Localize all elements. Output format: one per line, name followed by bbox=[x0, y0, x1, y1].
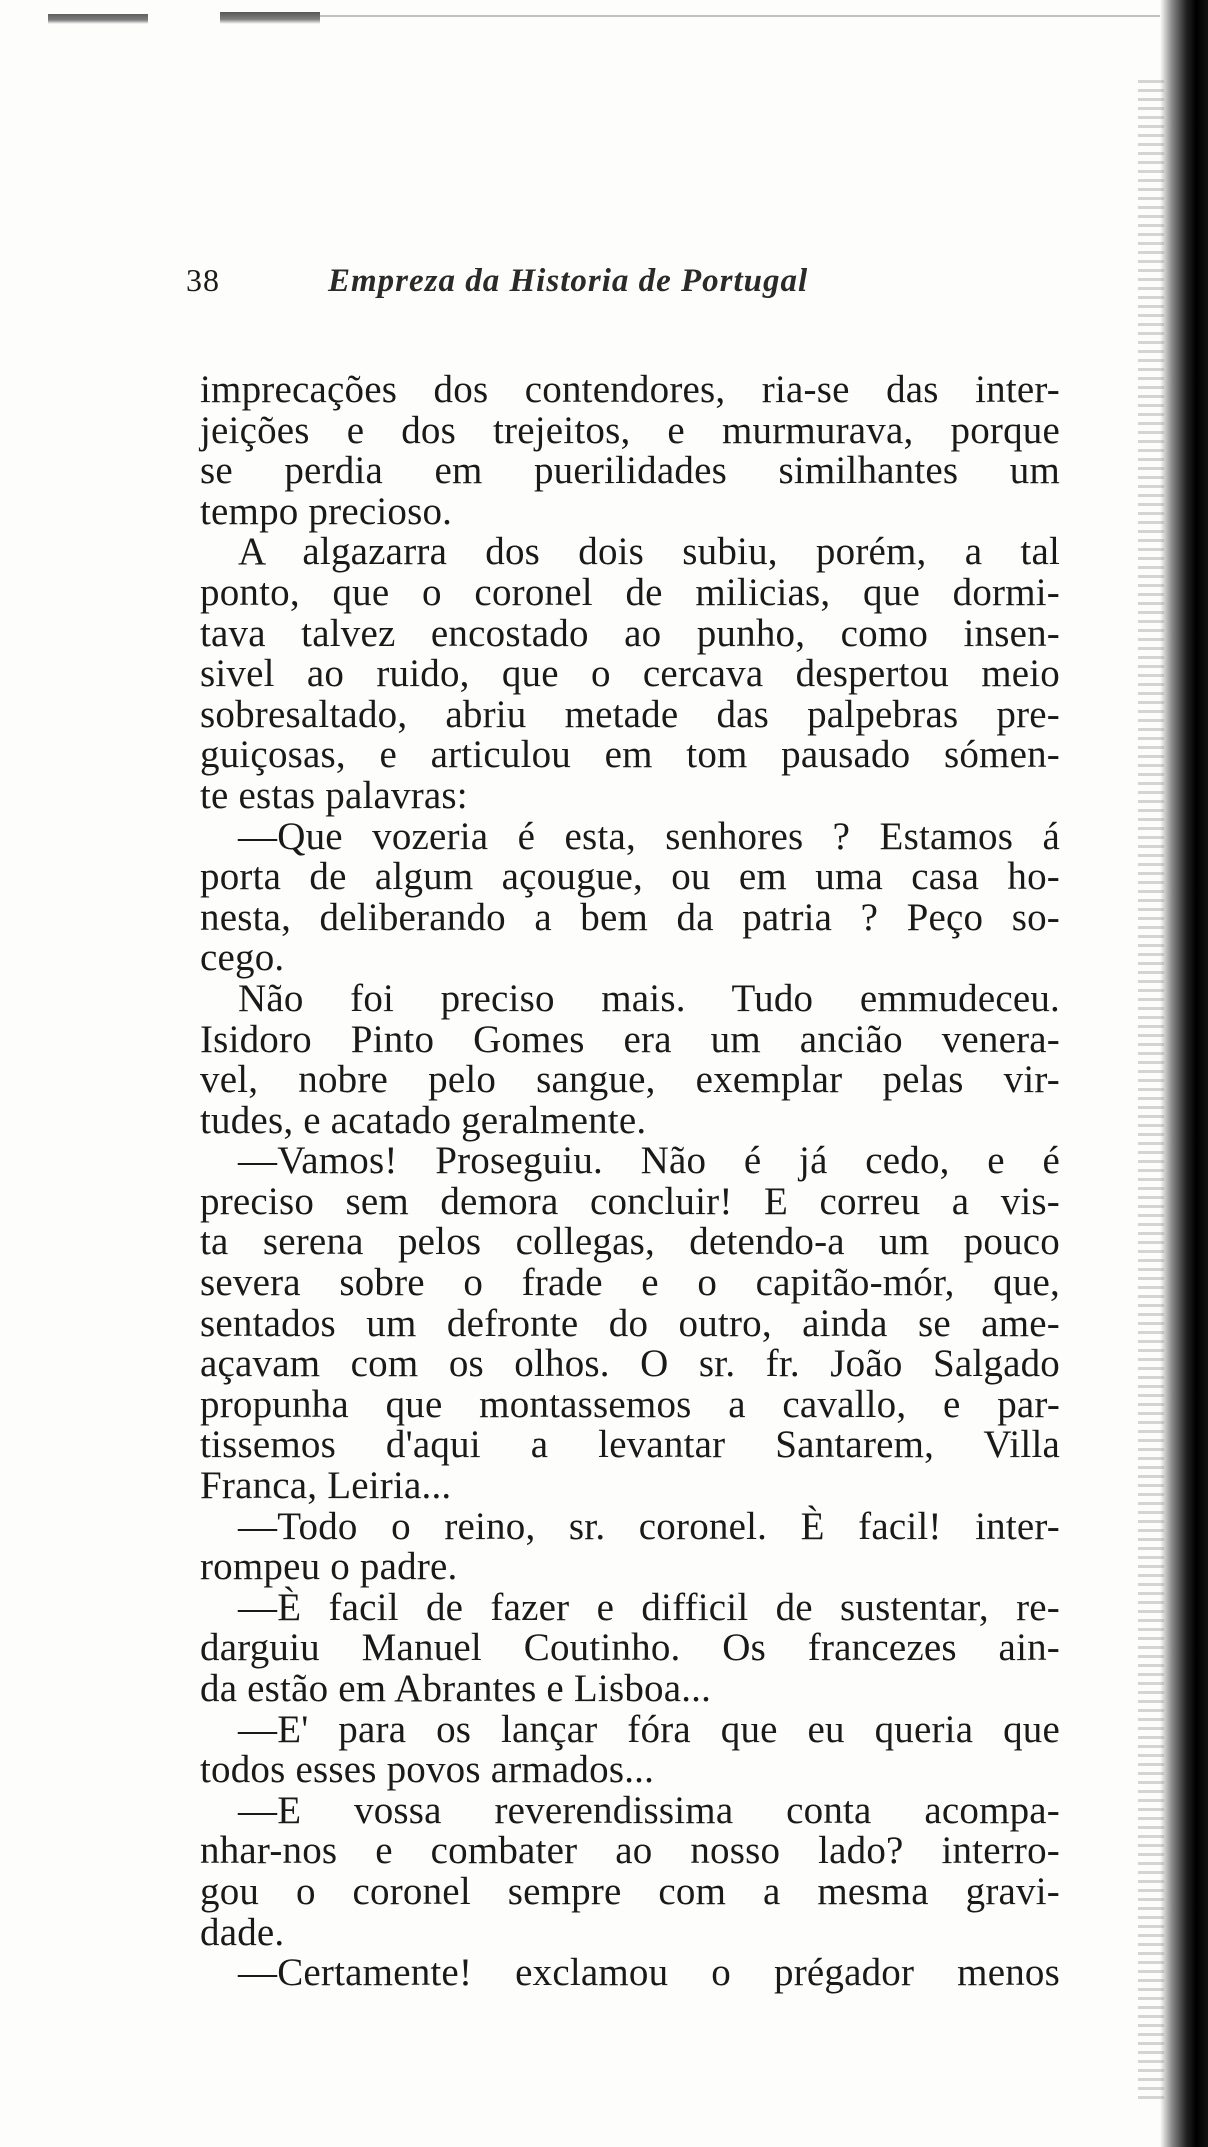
running-title: Empreza da Historia de Portugal bbox=[328, 263, 809, 299]
text-line: sentados um defronte do outro, ainda se ame- bbox=[200, 1301, 1060, 1345]
text-line: Não foi preciso mais. Tudo emmudeceu. bbox=[238, 976, 1060, 1020]
text-line: A algazarra dos dois subiu, porém, a tal bbox=[238, 530, 1060, 574]
text-line: da estão em Abrantes e Lisboa... bbox=[200, 1667, 712, 1710]
running-head bbox=[186, 262, 1106, 306]
scan-artifact bbox=[320, 15, 1160, 17]
text-line: vel, nobre pelo sangue, exemplar pelas vir- bbox=[200, 1058, 1060, 1102]
text-line: tava talvez encostado ao punho, como insen- bbox=[200, 611, 1060, 655]
text-line: preciso sem demora concluir! E correu a vis- bbox=[200, 1179, 1060, 1223]
text-line: imprecações dos contendores, ria-se das inter- bbox=[200, 368, 1060, 411]
text-line: gou o coronel sempre com a mesma gravi- bbox=[200, 1869, 1060, 1913]
text-line: Isidoro Pinto Gomes era um ancião venera- bbox=[200, 1017, 1060, 1061]
text-line: propunha que montassemos a cavallo, e par- bbox=[200, 1382, 1060, 1426]
text-line: rompeu o padre. bbox=[200, 1545, 458, 1589]
text-line: porta de algum açougue, ou em uma casa ho- bbox=[200, 855, 1060, 899]
text-line: todos esses povos armados... bbox=[200, 1748, 655, 1792]
page-binding-shadow bbox=[1160, 0, 1208, 2147]
text-line: açavam com os olhos. O sr. fr. João Salgado bbox=[200, 1342, 1060, 1386]
text-line: —È facil de fazer e difficil de sustentar, re- bbox=[238, 1585, 1060, 1629]
text-line: se perdia em puerilidades similhantes um bbox=[200, 449, 1060, 493]
text-line: sivel ao ruido, que o cercava despertou meio bbox=[200, 652, 1060, 696]
page-number: 38 bbox=[186, 262, 220, 298]
text-line: —E vossa reverendissima conta acompa- bbox=[238, 1788, 1060, 1832]
scan-artifact bbox=[220, 12, 320, 24]
text-line: —Todo o reino, sr. coronel. È facil! inter- bbox=[238, 1504, 1060, 1548]
text-line: cego. bbox=[200, 936, 285, 980]
text-line: dade. bbox=[200, 1910, 285, 1954]
text-line: —Certamente! exclamou o prégador menos bbox=[238, 1951, 1060, 1995]
scan-artifact bbox=[48, 14, 148, 24]
text-line: —Vamos! Proseguiu. Não é já cedo, e é bbox=[238, 1139, 1060, 1183]
text-line: tudes, e acatado geralmente. bbox=[200, 1098, 647, 1142]
text-line: te estas palavras: bbox=[200, 773, 468, 817]
text-line: darguiu Manuel Coutinho. Os francezes ain- bbox=[200, 1626, 1060, 1670]
text-line: tempo precioso. bbox=[200, 489, 453, 533]
text-line: ponto, que o coronel de milicias, que dormi- bbox=[200, 570, 1060, 614]
text-line: —Que vozeria é esta, senhores ? Estamos á bbox=[238, 814, 1060, 858]
text-line: severa sobre o frade e o capitão-mór, que, bbox=[200, 1261, 1060, 1305]
text-line: jeições e dos trejeitos, e murmurava, porque bbox=[200, 408, 1060, 452]
text-line: Franca, Leiria... bbox=[200, 1464, 452, 1508]
text-line: —E' para os lançar fóra que eu queria que bbox=[238, 1707, 1060, 1751]
text-line: ta serena pelos collegas, detendo-a um pouco bbox=[200, 1220, 1060, 1264]
text-line: nesta, deliberando a bem da patria ? Peço so- bbox=[200, 895, 1060, 939]
text-line: nhar-nos e combater ao nosso lado? interro- bbox=[200, 1829, 1060, 1873]
text-line: tissemos d'aqui a levantar Santarem, Villa bbox=[200, 1423, 1060, 1467]
body-text bbox=[200, 370, 1060, 1994]
text-line: guiçosas, e articulou em tom pausado sómen- bbox=[200, 733, 1060, 777]
text-line: sobresaltado, abriu metade das palpebras pre- bbox=[200, 692, 1060, 736]
